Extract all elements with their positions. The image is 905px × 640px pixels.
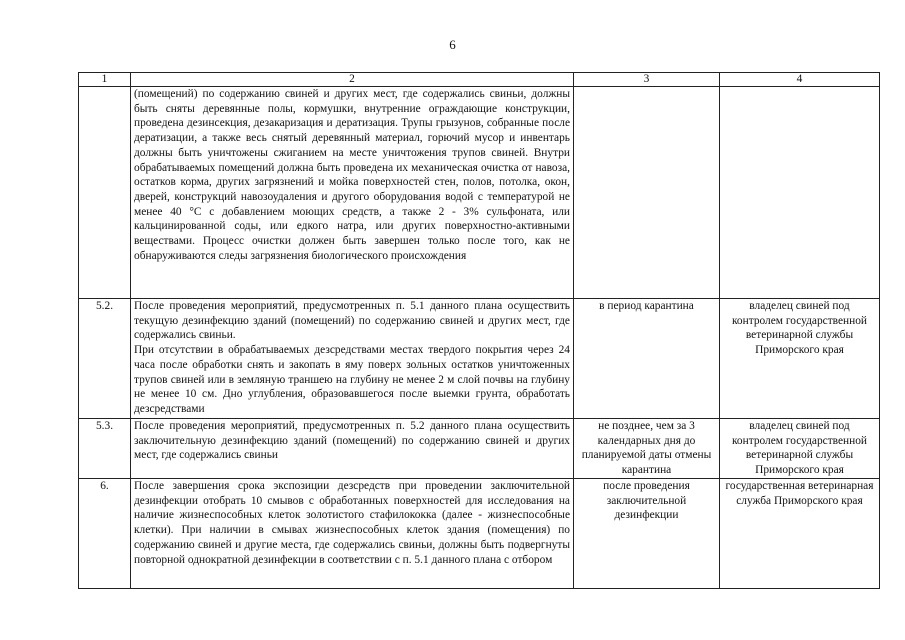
column-header-4: 4 (720, 73, 880, 87)
column-header-2: 2 (131, 73, 574, 87)
row-term: после проведения заключительной дезинфекции (574, 479, 720, 589)
row-responsible: государственная ветеринарная служба Приморского края (720, 479, 880, 589)
column-header-1: 1 (79, 73, 131, 87)
row-responsible (720, 87, 880, 299)
row-responsible: владелец свиней под контролем государственной ветеринарной службы Приморского края (720, 299, 880, 419)
table-row (79, 479, 880, 589)
row-term (574, 87, 720, 299)
column-header-3: 3 (574, 73, 720, 87)
row-number (79, 87, 131, 299)
row-term: в период карантина (574, 299, 720, 419)
row-measure-text: После проведения мероприятий, предусмотренных п. 5.2 данного плана осуществить заключительную дезинфекцию зданий (помещений) по содержанию свиней и других мест, где содержались свиньи (131, 419, 574, 479)
row-measure-text-continued: При отсутствии в обрабатываемых дезсредствами местах твердого покрытия через 24 часа после обработки снять и закопать в яму поверх зольных остатков уничтоженных трупов свиней или в земляную траншею на глубину не менее 2 м слой почвы на глубину не менее 10 см. Дно углубления, образовавшегося после выемки грунта, обработать дезсредствами (134, 344, 570, 415)
table-row (79, 419, 880, 479)
row-term: не позднее, чем за 3 календарных дня до планируемой даты отмены карантина (574, 419, 720, 479)
page-number: 6 (449, 37, 456, 52)
row-measure-text: После проведения мероприятий, предусмотренных п. 5.1 данного плана осуществить текущую дезинфекцию зданий (помещений) по содержанию свиней и других мест, где содержались свиньи. (134, 300, 570, 342)
row-number: 5.2. (79, 299, 131, 419)
table-header-row (79, 73, 880, 87)
table-row (79, 87, 880, 299)
row-measure-cell (131, 299, 574, 419)
row-measure-text: (помещений) по содержанию свиней и других мест, где содержались свиньи, должны быть сняты деревянные полы, кормушки, внутренние ограждающие конструкции, проведена дезинсекция, дезакаризация и дератизация. Трупы грызунов, собранные после дератизации, а также весь снятый деревянный материал, горючий мусор и инвентарь должны быть уничтожены сжиганием на месте уничтожения трупов свиней. Внутри обрабатываемых помещений должна быть проведена их механическая очистка от навоза, остатков корма, других загрязнений и мойка поверхностей стен, полов, потолка, окон, дверей, конструкций навозоудаления и другого оборудования водой с температурой не менее 40 °С с добавлением моющих средств, а также 2 - 3% сульфоната, или кальцинированной соды, или едкого натра, или других поверхностно-активными веществами. Процесс очистки должен быть завершен только после того, как не обнаруживаются следы загрязнения биологического происхождения (131, 87, 574, 299)
table-row (79, 299, 880, 419)
row-measure-text: После завершения срока экспозиции дезсредств при проведении заключительной дезинфекции отобрать 10 смывов с обработанных поверхностей для исследования на наличие жизнеспособных клеток золотистого стафилококка (далее - жизнеспособные клетки). При наличии в смывах жизнеспособных клеток здания (помещения) по содержанию свиней и другие места, где содержались свиньи, должны быть подвергнуты повторной однократной дезинфекции в соответствии с п. 5.1 данного плана с отбором (131, 479, 574, 589)
row-number: 6. (79, 479, 131, 589)
row-number: 5.3. (79, 419, 131, 479)
plan-table (78, 72, 880, 589)
row-responsible: владелец свиней под контролем государственной ветеринарной службы Приморского края (720, 419, 880, 479)
